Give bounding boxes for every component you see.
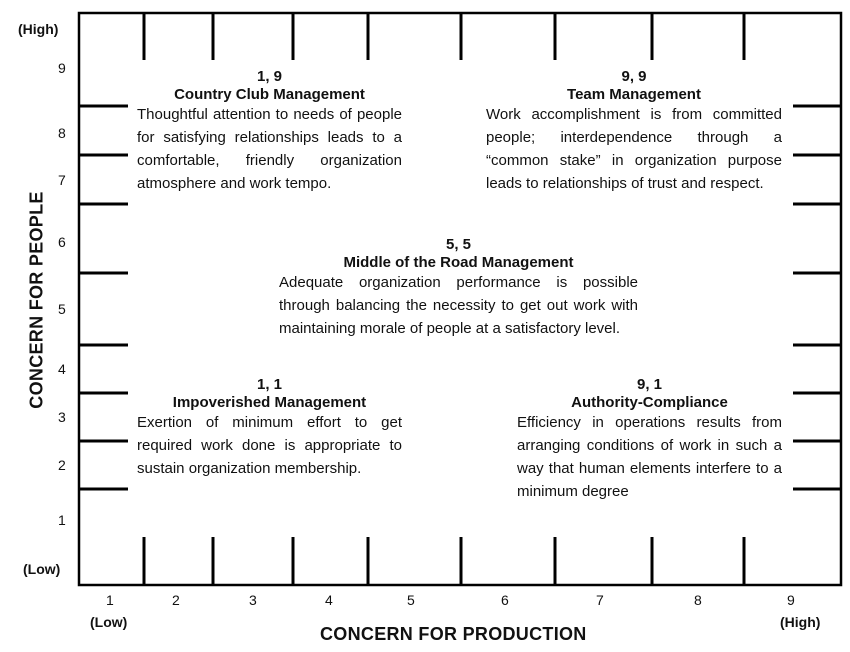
middle-road-coord: 5, 5 <box>445 236 472 253</box>
impoverished-title: Impoverished Management <box>172 394 367 411</box>
y-tick-label: 1 <box>58 512 66 528</box>
x-tick-label: 9 <box>787 592 795 608</box>
x-axis-title: CONCERN FOR PRODUCTION <box>320 624 587 644</box>
middle-road-title: Middle of the Road Management <box>343 254 574 271</box>
country-club-title: Country Club Management <box>174 86 365 103</box>
x-tick-label: 2 <box>172 592 180 608</box>
y-tick-label: 6 <box>58 234 66 250</box>
y-tick-label: 4 <box>58 361 66 377</box>
x-axis-high-label: (High) <box>780 614 821 630</box>
x-tick-label: 8 <box>694 592 702 608</box>
right-ticks <box>793 106 841 489</box>
x-tick-label: 4 <box>325 592 333 608</box>
y-axis-low-label: (Low) <box>23 561 61 577</box>
impoverished-block <box>137 376 402 480</box>
y-tick-label: 7 <box>58 172 66 188</box>
team-title: Team Management <box>567 86 701 103</box>
authority-compliance-block <box>517 376 782 503</box>
country-club-coord: 1, 9 <box>256 68 283 85</box>
impoverished-coord: 1, 1 <box>256 376 283 393</box>
y-tick-label: 8 <box>58 125 66 141</box>
y-tick-label: 3 <box>58 409 66 425</box>
impoverished-description: Exertion of minimum effort to get required work done is appropriate to sustain organization membership. <box>137 414 402 477</box>
middle-road-description: Adequate organization performance is possible through balancing the necessity to get out work with maintaining morale of people at a satisfactory level. <box>279 274 638 337</box>
x-tick-label: 7 <box>596 592 604 608</box>
y-tick-label: 9 <box>58 60 66 76</box>
left-ticks <box>79 106 128 489</box>
x-tick-label: 6 <box>501 592 509 608</box>
y-axis-title: CONCERN FOR PEOPLE <box>26 191 47 409</box>
authority-compliance-coord: 9, 1 <box>636 376 663 393</box>
x-tick-label: 5 <box>407 592 415 608</box>
y-axis-high-label: (High) <box>18 21 59 37</box>
top-ticks <box>144 13 744 60</box>
x-tick-label: 1 <box>106 592 114 608</box>
country-club-block <box>137 68 402 195</box>
country-club-description: Thoughtful attention to needs of people for satisfying relationships leads to a comfortable, friendly organization atmosphere and work tempo. <box>137 106 402 192</box>
bottom-ticks <box>144 537 744 585</box>
team-description: Work accomplishment is from committed people; interdependence through a “common stake” in organization purpose leads to relationships of trust and respect. <box>486 106 782 192</box>
authority-compliance-title: Authority-Compliance <box>571 394 728 411</box>
x-tick-label: 3 <box>249 592 257 608</box>
x-axis-low-label: (Low) <box>90 614 128 630</box>
authority-compliance-description: Efficiency in operations results from arranging conditions of work in such a way that human elements interfere to a minimum degree <box>517 414 782 500</box>
y-tick-label: 2 <box>58 457 66 473</box>
team-coord: 9, 9 <box>621 68 647 85</box>
middle-road-block <box>279 236 638 340</box>
y-tick-label: 5 <box>58 301 66 317</box>
team-block <box>486 68 782 195</box>
